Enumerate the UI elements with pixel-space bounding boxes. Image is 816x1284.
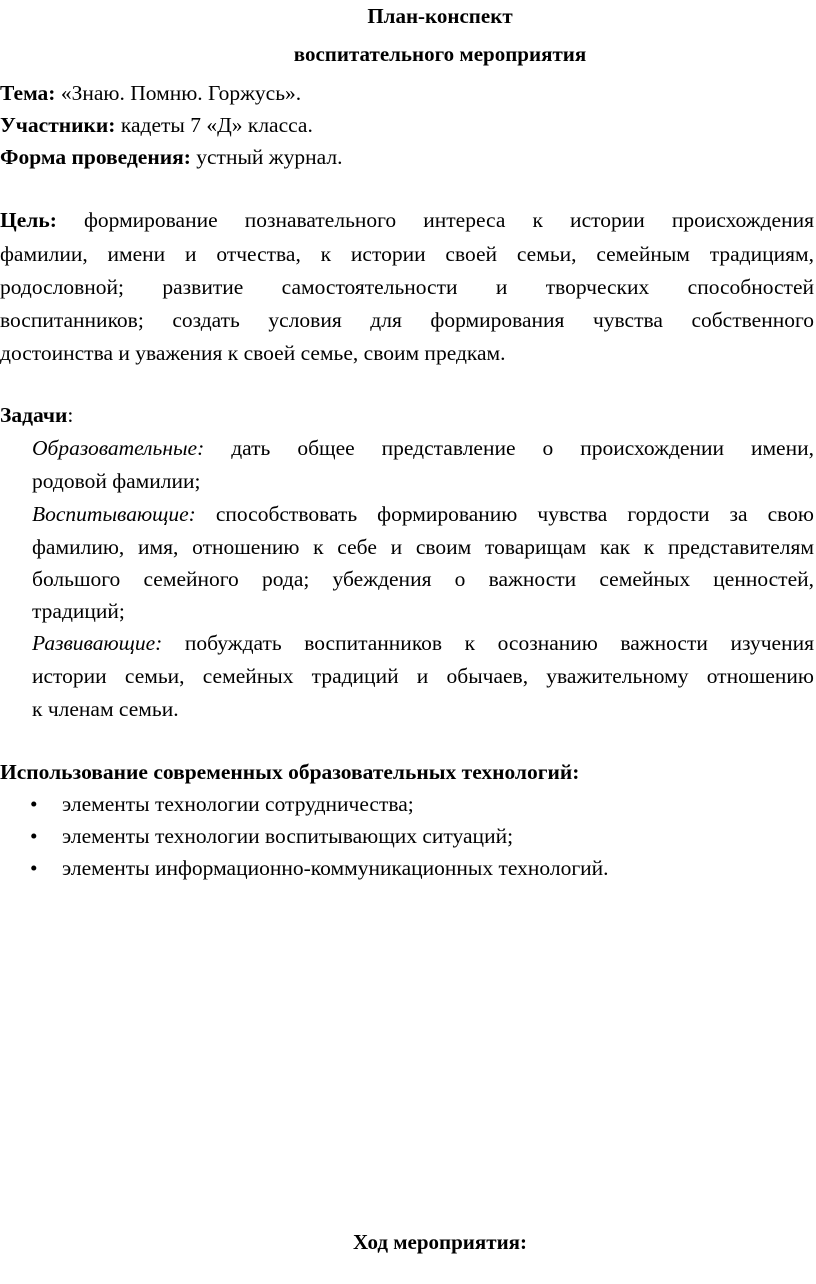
- form-value: устный журнал.: [190, 145, 343, 169]
- educational-line-1: [32, 436, 814, 461]
- goal-text-1: формирование познавательного интереса к истории происхождения: [56, 208, 814, 232]
- technologies-heading: Использование современных образовательных технологий:: [0, 760, 580, 784]
- goal-line-2: фамилии, имени и отчества, к истории своей семьи, семейным традициям,: [0, 242, 814, 266]
- tasks-colon: :: [67, 403, 74, 427]
- participants-label: Участники:: [0, 113, 116, 137]
- upbringing-line-2: фамилию, имя, отношению к себе и своим товарищам как к представителям: [32, 535, 814, 559]
- upbringing-line-1: [32, 502, 814, 527]
- goal-line-5: достоинства и уважения к своей семье, своим предкам.: [0, 341, 506, 365]
- goal-line-1: [0, 208, 814, 233]
- bullet-icon: •: [30, 792, 38, 816]
- technology-item-3: элементы информационно-коммуникационных технологий.: [62, 856, 609, 880]
- progress-heading: Ход мероприятия:: [352, 1230, 528, 1254]
- goal-line-4: воспитанников; создать условия для формирования чувства собственного: [0, 308, 814, 332]
- topic-value: «Знаю. Помню. Горжусь».: [55, 81, 302, 105]
- participants-value: кадеты 7 «Д» класса.: [115, 113, 313, 137]
- goal-label: Цель:: [0, 208, 57, 232]
- tasks-heading: [0, 403, 814, 428]
- tasks-label: Задачи: [0, 403, 68, 427]
- topic-line: [0, 81, 814, 106]
- bullet-icon: •: [30, 824, 38, 848]
- upbringing-label: Воспитывающие:: [32, 502, 196, 526]
- goal-line-3: родословной; развитие самостоятельности и творческих способностей: [0, 275, 814, 299]
- form-line: [0, 145, 814, 170]
- bullet-icon: •: [30, 856, 38, 880]
- technology-item-1: элементы технологии сотрудничества;: [62, 792, 414, 816]
- upbringing-line-4: традиций;: [32, 599, 125, 623]
- developing-line-3: к членам семьи.: [32, 697, 179, 721]
- topic-label: Тема:: [0, 81, 56, 105]
- form-label: Форма проведения:: [0, 145, 191, 169]
- developing-line-2: истории семьи, семейных традиций и обычаев, уважительному отношению: [32, 664, 814, 688]
- developing-text-1: побуждать воспитанников к осознанию важности изучения: [162, 631, 814, 655]
- developing-label: Развивающие:: [32, 631, 163, 655]
- document-title-line1: План-конспект: [367, 4, 513, 28]
- technology-item-2: элементы технологии воспитывающих ситуаций;: [62, 824, 514, 848]
- document-title-line2: воспитательного мероприятия: [293, 42, 587, 66]
- participants-line: [0, 113, 814, 138]
- educational-label: Образовательные:: [32, 436, 205, 460]
- developing-line-1: [32, 631, 814, 656]
- upbringing-line-3: большого семейного рода; убеждения о важности семейных ценностей,: [32, 567, 814, 591]
- upbringing-text-1: способствовать формированию чувства гордости за свою: [195, 502, 814, 526]
- educational-text-1: дать общее представление о происхождении имени,: [204, 436, 814, 460]
- educational-line-2: родовой фамилии;: [32, 469, 201, 493]
